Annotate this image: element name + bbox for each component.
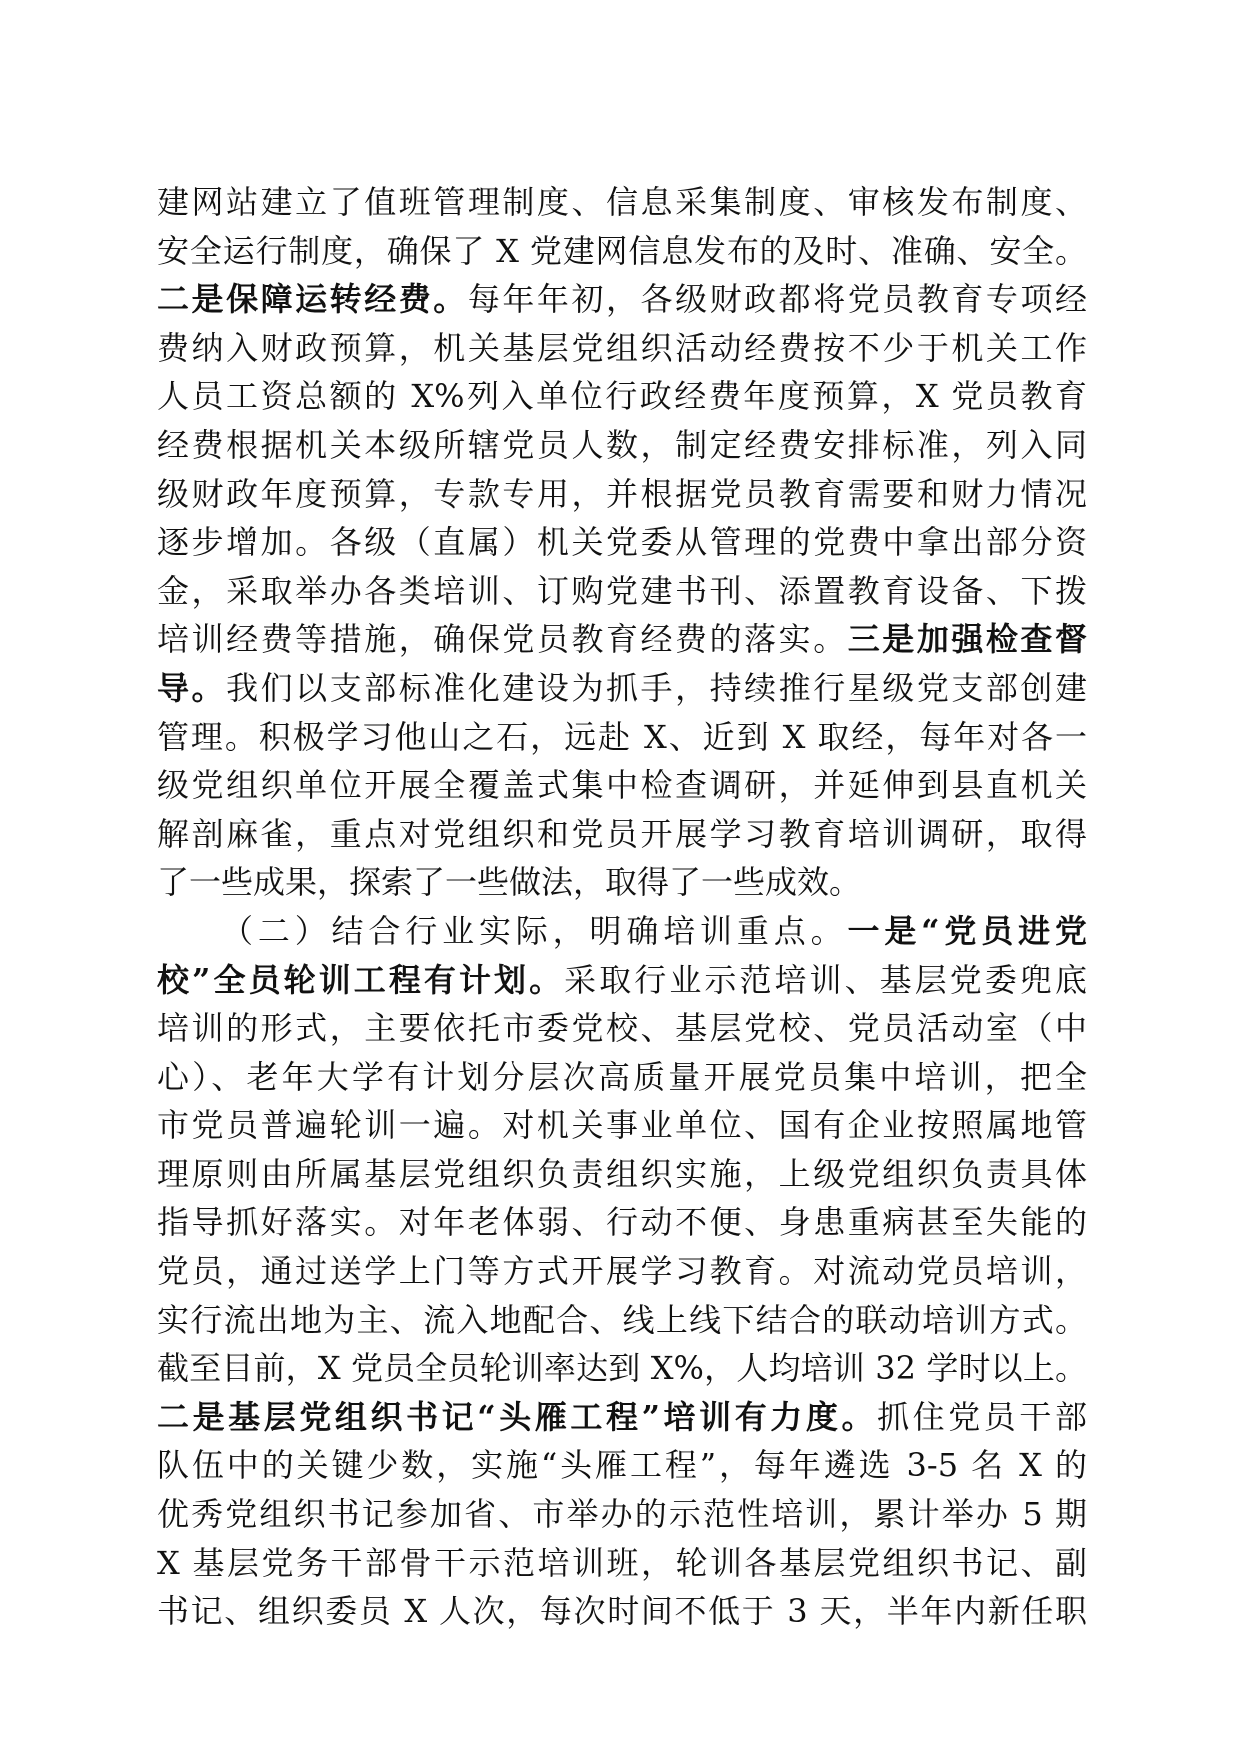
text-line (157, 178, 1087, 227)
text-line (157, 1247, 1087, 1296)
text-line (157, 907, 1087, 956)
text-line (157, 615, 1087, 664)
text-line (157, 275, 1087, 324)
body-text-segment: 心）、老年大学有计划分层次高质量开展党员集中培训，把全 (157, 1057, 1087, 1096)
body-text-segment: 了一些成果，探索了一些做法，取得了一些成效。 (157, 863, 862, 902)
body-text-segment: 指导抓好落实。对年老体弱、行动不便、身患重病甚至失能的 (157, 1203, 1087, 1242)
text-line (157, 1539, 1087, 1588)
text-line (157, 956, 1087, 1005)
text-line (157, 421, 1087, 470)
body-text-segment: 我们以支部标准化建设为抓手，持续推行星级党支部创建 (226, 668, 1087, 707)
text-line (157, 227, 1087, 276)
text-line (157, 1004, 1087, 1053)
text-line (157, 1150, 1087, 1199)
body-text-segment: 管理。积极学习他山之石，远赴 X、近到 X 取经，每年对各一 (157, 717, 1087, 756)
text-line (157, 713, 1087, 762)
text-line (157, 761, 1087, 810)
body-text-segment: 理原则由所属基层党组织负责组织实施，上级党组织负责具体 (157, 1154, 1087, 1193)
bold-heading-text: 二是基层党组织书记“头雁工程”培训有力度。 (157, 1397, 878, 1436)
body-text-segment: 采取行业示范培训、基层党委兜底 (564, 960, 1087, 999)
bold-heading-text: 一是“党员进党 (847, 911, 1087, 950)
text-line (157, 1344, 1087, 1393)
text-line (157, 1587, 1087, 1636)
text-line (157, 810, 1087, 859)
body-text-segment: 经费根据机关本级所辖党员人数，制定经费安排标准，列入同 (157, 425, 1087, 464)
body-text-segment: 培训经费等措施，确保党员教育经费的落实。 (157, 620, 848, 659)
body-text-segment: 队伍中的关键少数，实施“头雁工程”，每年遴选 3-5 名 X 的 (157, 1446, 1087, 1485)
text-line (157, 518, 1087, 567)
text-line (157, 324, 1087, 373)
body-text-segment: 培训的形式，主要依托市委党校、基层党校、党员活动室（中 (157, 1009, 1087, 1048)
body-text-segment: （二）结合行业实际，明确培训重点。 (221, 911, 848, 950)
text-line (157, 1490, 1087, 1539)
body-text-segment: 解剖麻雀，重点对党组织和党员开展学习教育培训调研，取得 (157, 814, 1087, 853)
text-line (157, 372, 1087, 421)
bold-heading-text: 导。 (157, 668, 227, 707)
body-text-segment: 安全运行制度，确保了 X 党建网信息发布的及时、准确、安全。 (157, 231, 1087, 270)
body-text-segment: 人员工资总额的 X%列入单位行政经费年度预算，X 党员教育 (157, 377, 1087, 416)
body-text-segment: 党员，通过送学上门等方式开展学习教育。对流动党员培训， (157, 1252, 1087, 1291)
text-line (157, 1393, 1087, 1442)
body-text-segment: 实行流出地为主、流入地配合、线上线下结合的联动培训方式。 (157, 1300, 1087, 1339)
body-text-segment: 逐步增加。各级（直属）机关党委从管理的党费中拿出部分资 (157, 523, 1087, 562)
text-line (157, 1053, 1087, 1102)
text-line (157, 1198, 1087, 1247)
body-text-segment: 每年年初，各级财政都将党员教育专项经 (467, 280, 1087, 319)
body-text-segment: 级党组织单位开展全覆盖式集中检查调研，并延伸到县直机关 (157, 766, 1087, 805)
body-text (157, 178, 1087, 1636)
bold-heading-text: 二是保障运转经费。 (157, 280, 468, 319)
text-line (157, 567, 1087, 616)
body-text-segment: 书记、组织委员 X 人次，每次时间不低于 3 天，半年内新任职 (157, 1592, 1087, 1631)
body-text-segment: 优秀党组织书记参加省、市举办的示范性培训，累计举办 5 期 (157, 1495, 1087, 1534)
body-text-segment: 建网站建立了值班管理制度、信息采集制度、审核发布制度、 (157, 183, 1087, 221)
body-text-segment: 级财政年度预算，专款专用，并根据党员教育需要和财力情况 (157, 474, 1087, 513)
body-text-segment: 费纳入财政预算，机关基层党组织活动经费按不少于机关工作 (157, 328, 1087, 367)
bold-heading-text: 校”全员轮训工程有计划。 (157, 960, 565, 999)
body-text-segment: 市党员普遍轮训一遍。对机关事业单位、国有企业按照属地管 (157, 1106, 1087, 1145)
text-line (157, 858, 1087, 907)
body-text-segment: 抓住党员干部 (877, 1397, 1087, 1436)
bold-heading-text: 三是加强检查督 (847, 620, 1087, 659)
body-text-segment: 截至目前，X 党员全员轮训率达到 X%，人均培训 32 学时以上。 (157, 1349, 1087, 1388)
body-text-segment: 金，采取举办各类培训、订购党建书刊、添置教育设备、下拨 (157, 571, 1087, 610)
text-line (157, 1296, 1087, 1345)
body-text-segment: X 基层党务干部骨干示范培训班，轮训各基层党组织书记、副 (157, 1543, 1087, 1582)
text-line (157, 1101, 1087, 1150)
text-line (157, 664, 1087, 713)
text-line (157, 470, 1087, 519)
text-line (157, 1441, 1087, 1490)
